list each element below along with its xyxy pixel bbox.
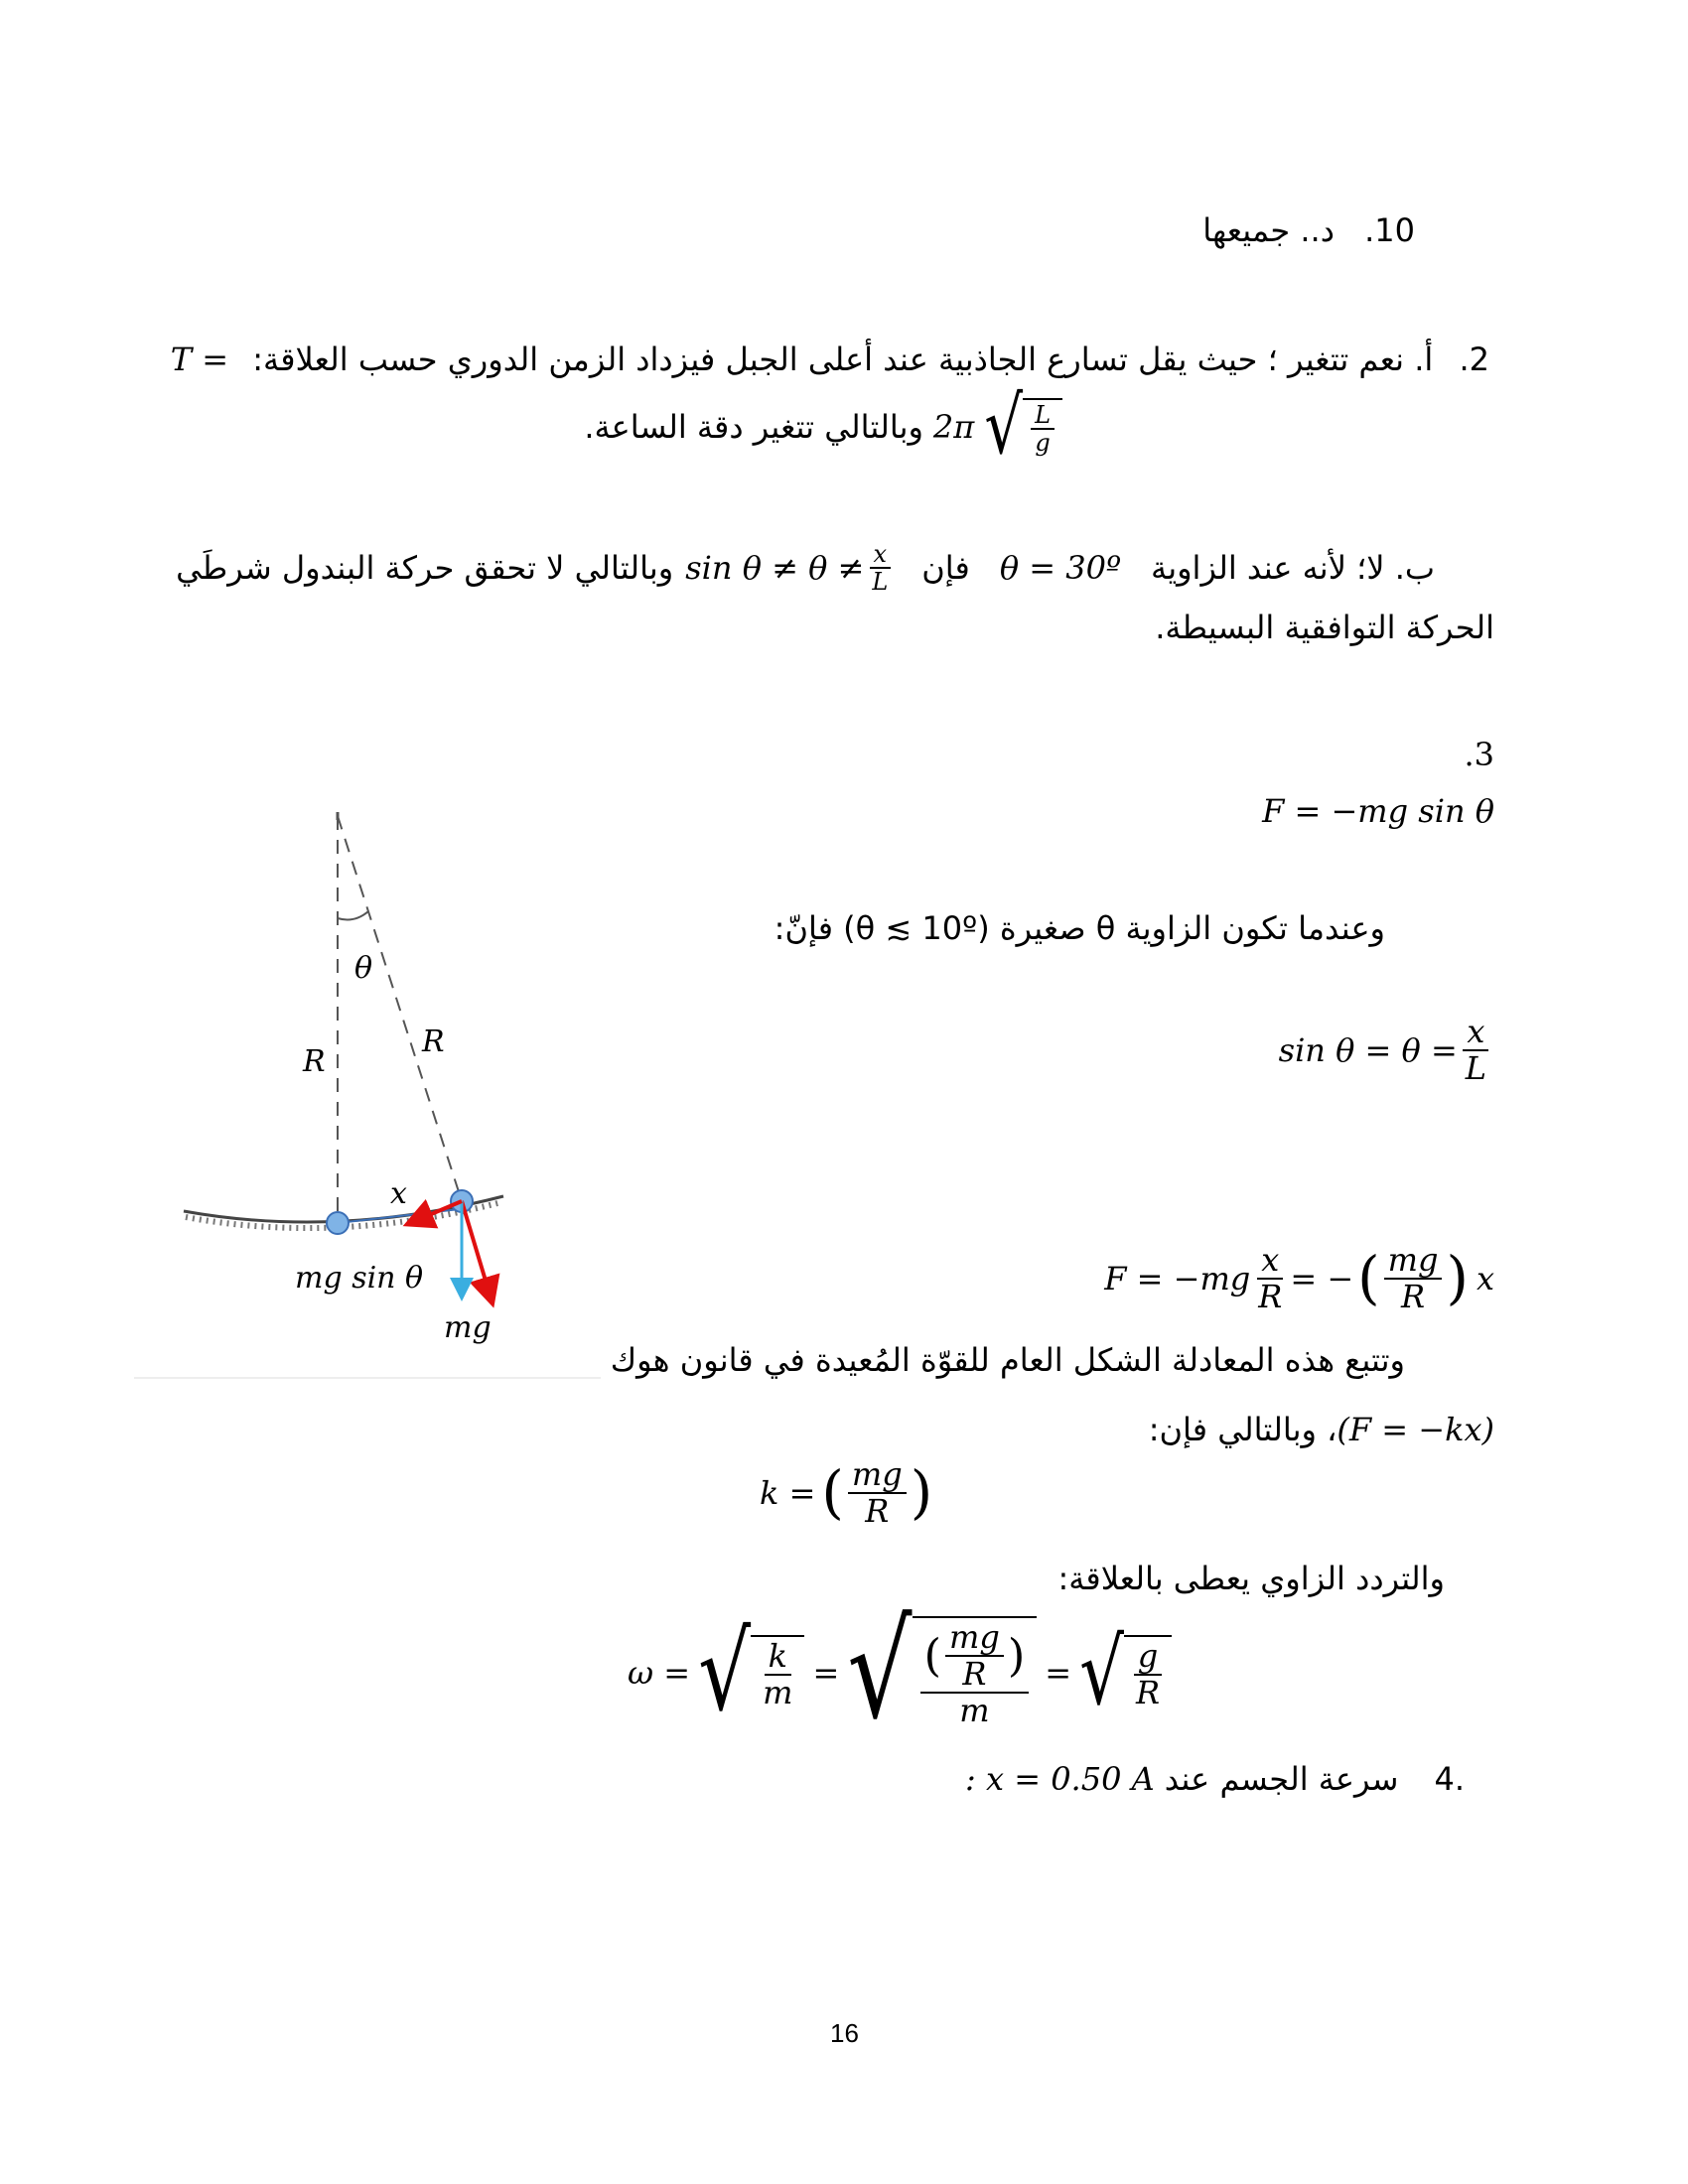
hooke-line2 bbox=[1149, 1410, 1494, 1449]
omega-sqrt-2 bbox=[847, 1594, 1037, 1749]
pendulum-figure bbox=[134, 794, 601, 1380]
sin-inequality-text: sin θ ≠ θ ≠ bbox=[685, 549, 865, 588]
item-4-formula: : x = 0.50 A bbox=[965, 1760, 1155, 1798]
equilibrium-bob bbox=[327, 1212, 349, 1234]
k-paren-close-icon: ) bbox=[910, 1459, 933, 1527]
label-x: x bbox=[390, 1176, 407, 1211]
k-R: R bbox=[865, 1492, 890, 1531]
hooke-line1 bbox=[611, 1340, 1405, 1380]
k-paren-open-icon: ( bbox=[821, 1459, 844, 1527]
ineq-x: x bbox=[870, 541, 892, 569]
period-L: L bbox=[1031, 402, 1055, 430]
paren-open-icon: ( bbox=[1357, 1245, 1380, 1312]
label-theta: θ bbox=[354, 951, 373, 986]
mg-arrow bbox=[462, 1201, 492, 1300]
k-lhs: k = bbox=[760, 1474, 816, 1513]
approx-L: L bbox=[1465, 1049, 1486, 1088]
force-equation: F = −mg sin θ bbox=[1262, 792, 1494, 830]
omega-sqrt-3 bbox=[1079, 1619, 1172, 1725]
small-angle-text bbox=[774, 908, 1385, 948]
label-R-left: R bbox=[303, 1044, 326, 1079]
label-mg-sin-theta: mg sin θ bbox=[295, 1261, 424, 1296]
small-angle-sentence: وعندما تكون الزاوية θ صغيرة (θ ≲ 10º) فإنّ: bbox=[774, 909, 1385, 947]
k-mg: mg bbox=[848, 1457, 907, 1494]
approx-x: x bbox=[1463, 1015, 1488, 1051]
item-2-number: 2. bbox=[1459, 341, 1489, 378]
item-2b-line2 bbox=[1155, 608, 1494, 647]
omega-k: k bbox=[765, 1639, 791, 1676]
omega-paren-open-icon: ( bbox=[923, 1628, 941, 1682]
restoring-mid: = − bbox=[1290, 1260, 1354, 1298]
item-4 bbox=[965, 1759, 1465, 1799]
mg-sin-arrow bbox=[410, 1201, 462, 1223]
omega-sqrt-1-icon: √ bbox=[698, 1609, 752, 1735]
omega-R: R bbox=[962, 1655, 987, 1694]
omega-sqrt-3-icon: √ bbox=[1079, 1619, 1124, 1725]
omega-R2: R bbox=[1135, 1673, 1161, 1711]
restoring-R: R bbox=[1258, 1278, 1283, 1316]
period-g: g bbox=[1035, 429, 1051, 458]
small-angle-approx bbox=[1279, 1015, 1494, 1086]
paren-close-icon: ) bbox=[1446, 1245, 1469, 1312]
omega-equation bbox=[628, 1594, 1172, 1749]
item-10-answer: د.. جميعها bbox=[1202, 211, 1335, 249]
omega-intro-text: والتردد الزاوي يعطى بالعلاقة: bbox=[1057, 1560, 1445, 1597]
omega-eq-2: = bbox=[1045, 1653, 1072, 1692]
item-2a-text: أ. نعم تتغير ؛ حيث يقل تسارع الجاذبية عند أعلى الجبل فيزداد الزمن الدوري حسب العلاقة: bbox=[252, 341, 1434, 378]
restoring-R2: R bbox=[1401, 1278, 1426, 1316]
k-equation bbox=[760, 1457, 932, 1529]
omega-g: g bbox=[1134, 1639, 1162, 1676]
item-4-number: .4 bbox=[1434, 1760, 1465, 1798]
item-10-number: 10. bbox=[1364, 211, 1415, 249]
sqrt-sign-icon: √ bbox=[984, 381, 1024, 473]
omega-lhs: ω = bbox=[628, 1653, 691, 1692]
item-2a-line2 bbox=[584, 381, 1062, 473]
restoring-x: x bbox=[1257, 1243, 1283, 1280]
omega-sqrt-1 bbox=[698, 1609, 804, 1735]
string-dashed-line bbox=[338, 816, 462, 1201]
label-mg: mg bbox=[444, 1310, 492, 1345]
ineq-L: L bbox=[872, 568, 889, 597]
period-two-pi: 2π bbox=[932, 408, 975, 447]
omega-eq-1: = bbox=[812, 1653, 840, 1692]
restoring-x-tail: x bbox=[1476, 1260, 1494, 1298]
restoring-lhs: F = −mg bbox=[1104, 1260, 1251, 1298]
omega-mg: mg bbox=[945, 1620, 1004, 1657]
item-2a-line1 bbox=[171, 340, 1489, 379]
page-number: 16 bbox=[830, 2018, 859, 2048]
item-2b-start: ب. لا؛ لأنه عند الزاوية bbox=[1151, 549, 1435, 588]
item-2b-line2-text: الحركة التوافقية البسيطة. bbox=[1155, 609, 1494, 646]
period-formula-lhs: T = bbox=[170, 341, 229, 378]
item-2b-end: وبالتالي لا تحقق حركة البندول شرطَي bbox=[176, 549, 674, 588]
angle-arc bbox=[338, 911, 368, 919]
hooke-sentence: وتتبع هذه المعادلة الشكل العام للقوّة المُعيدة في قانون هوك bbox=[610, 1341, 1405, 1379]
item-2b-then: فإن bbox=[921, 549, 970, 588]
restoring-mg: mg bbox=[1384, 1243, 1443, 1280]
item-3-number: .3 bbox=[1464, 736, 1494, 773]
omega-intro bbox=[1057, 1559, 1445, 1598]
sin-inequality bbox=[685, 541, 896, 596]
item-2a-conclusion: وبالتالي تتغير دقة الساعة. bbox=[584, 408, 923, 447]
hooke-formula: (F = −kx) bbox=[1336, 1411, 1494, 1448]
item-4-text: سرعة الجسم عند bbox=[1164, 1760, 1399, 1798]
restoring-force-equation bbox=[1104, 1243, 1494, 1314]
omega-sqrt-2-icon: √ bbox=[847, 1594, 913, 1749]
omega-m2: m bbox=[959, 1692, 990, 1730]
approx-lhs: sin θ = θ = bbox=[1278, 1031, 1458, 1070]
period-sqrt bbox=[984, 381, 1062, 473]
angle-30: θ = 30º bbox=[999, 549, 1122, 588]
hooke-conclusion: ، وبالتالي فإن: bbox=[1148, 1411, 1337, 1448]
label-R-right: R bbox=[422, 1024, 445, 1059]
item-2b-line1 bbox=[176, 541, 1435, 596]
omega-m: m bbox=[763, 1673, 793, 1711]
item-10 bbox=[1202, 210, 1415, 250]
omega-paren-close-icon: ) bbox=[1007, 1628, 1026, 1682]
